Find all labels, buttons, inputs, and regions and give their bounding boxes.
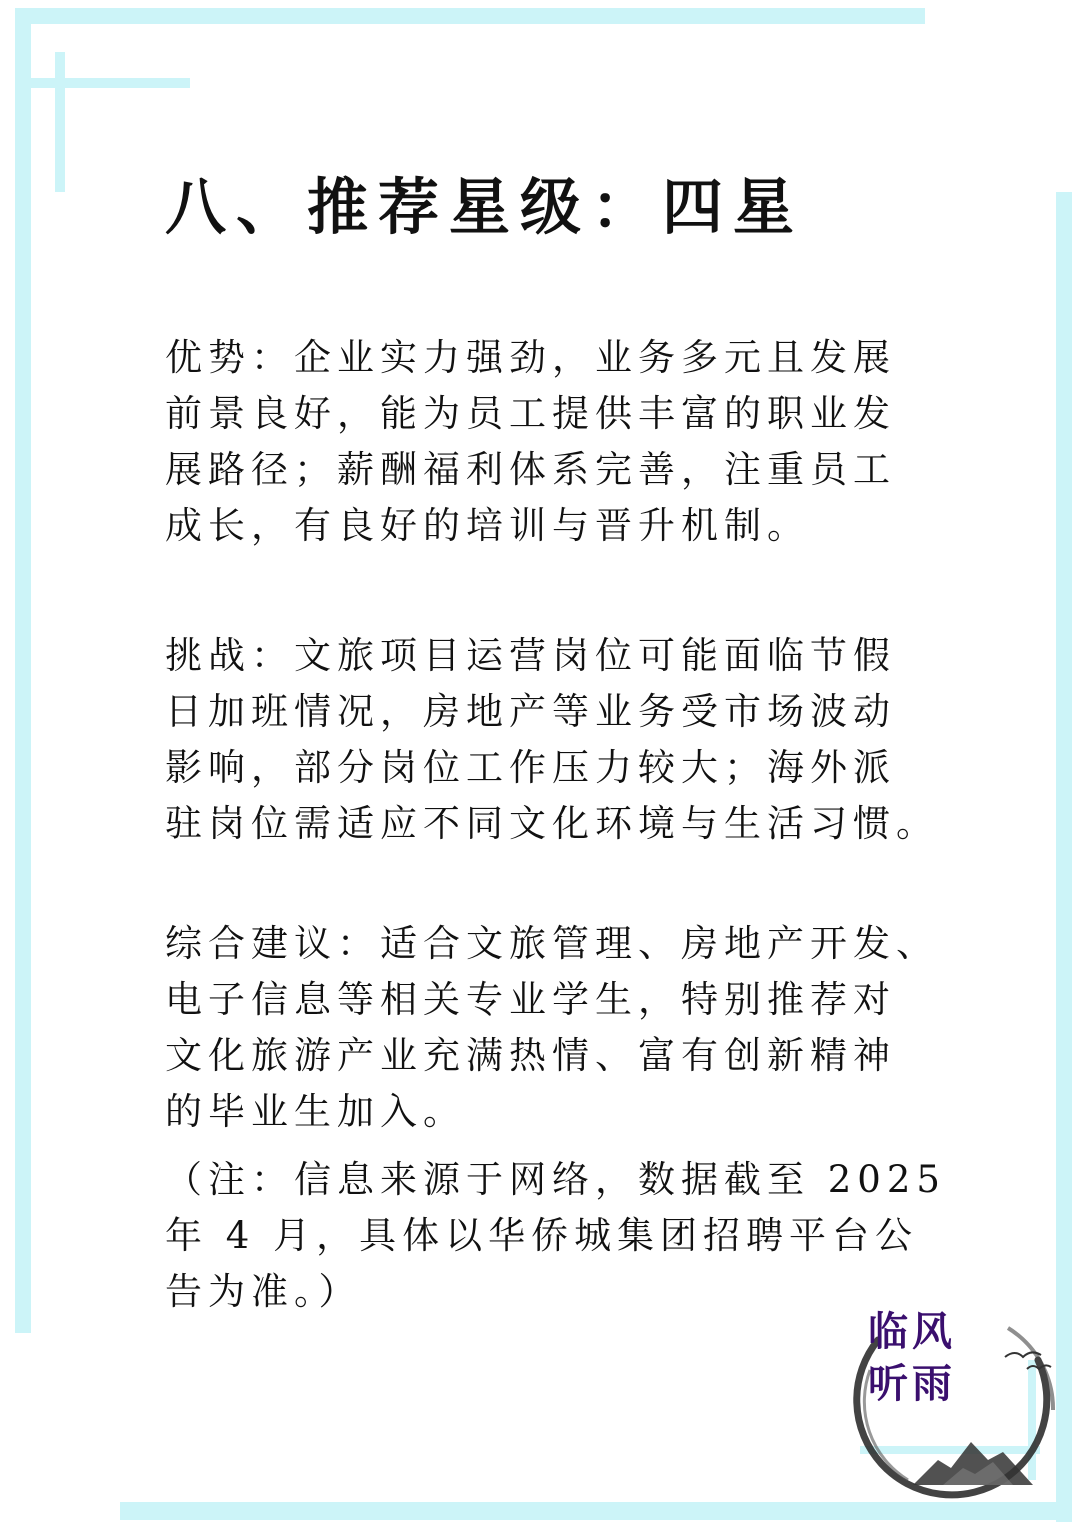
challenges-line: 挑战：文旅项目运营岗位可能面临节假 [165,634,896,677]
suggestion-line: 综合建议：适合文旅管理、房地产开发、 [165,922,939,965]
bird-icon [1003,1345,1053,1375]
suggestion-line: 文化旅游产业充满热情、富有创新精神 [165,1034,896,1077]
advantages-paragraph [165,330,935,554]
frame-inner-top-bar [30,78,190,88]
note-paragraph [165,1152,946,1320]
frame-top-bar [15,8,925,24]
challenges-line: 日加班情况，房地产等业务受市场波动 [165,690,896,733]
note-line: 告为准。） [165,1270,362,1313]
challenges-line: 影响，部分岗位工作压力较大；海外派 [165,746,896,789]
challenges-paragraph [165,628,939,852]
mountain-icon [913,1430,1033,1490]
advantages-line: 前景良好，能为员工提供丰富的职业发 [165,392,896,435]
suggestion-paragraph [165,916,939,1140]
advantages-line: 成长，有良好的培训与晋升机制。 [165,504,810,547]
challenges-line: 驻岗位需适应不同文化环境与生活习惯。 [165,802,939,845]
logo-text-line1: 临风 [868,1309,956,1355]
suggestion-line: 电子信息等相关专业学生，特别推荐对 [165,978,896,1021]
frame-inner-left-bar [55,52,65,192]
frame-left-bar [15,8,31,1333]
page-title: 八、推荐星级：四星 [165,172,805,243]
logo-text-line2: 听雨 [868,1361,956,1407]
note-line: 年 4 月，具体以华侨城集团招聘平台公 [165,1214,919,1257]
advantages-line: 展路径；薪酬福利体系完善，注重员工 [165,448,896,491]
suggestion-line: 的毕业生加入。 [165,1090,466,1133]
logo [848,1300,1063,1505]
advantages-line: 优势：企业实力强劲，业务多元且发展 [165,336,896,379]
note-line: （注：信息来源于网络，数据截至 2025 [165,1158,946,1201]
